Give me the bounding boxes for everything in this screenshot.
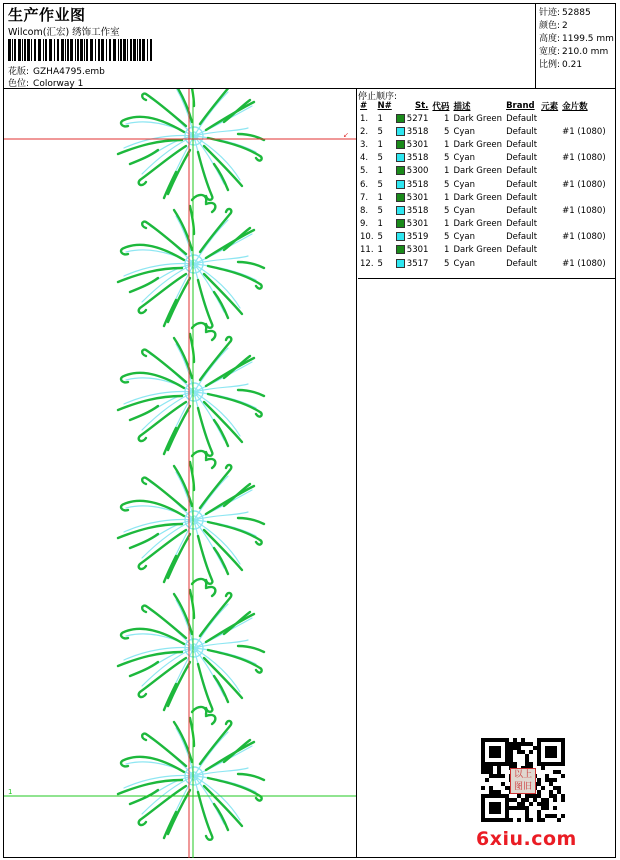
row-swatch-cell xyxy=(394,244,431,257)
spec-width xyxy=(539,44,608,57)
row-brand: Default xyxy=(506,113,538,124)
table-row xyxy=(358,204,608,217)
color-swatch xyxy=(396,166,405,175)
row-description: Cyan xyxy=(453,232,475,243)
row-index: 1. xyxy=(360,113,369,124)
spec-height xyxy=(539,31,614,44)
row-swatch-cell xyxy=(394,138,431,151)
row-brand: Default xyxy=(506,219,538,230)
row-element xyxy=(539,244,560,257)
row-description: Cyan xyxy=(453,153,475,164)
row-stitches: 5301 xyxy=(406,192,429,203)
row-stitches: 5271 xyxy=(406,113,429,124)
row-sequin: #1 (1080) xyxy=(562,179,606,190)
row-swatch-cell xyxy=(394,204,431,217)
row-description: Cyan xyxy=(453,205,475,216)
colorway-row xyxy=(8,76,83,89)
table-row xyxy=(358,152,608,165)
col-header-description: 描述 xyxy=(453,102,471,112)
row-description: Cyan xyxy=(453,126,475,137)
col-header-code: 代码 xyxy=(432,102,450,112)
stop-sequence-title: 停止顺序: xyxy=(358,92,398,102)
row-index: 8. xyxy=(360,205,369,216)
row-index: 5. xyxy=(360,166,369,177)
design-preview xyxy=(4,89,357,858)
row-brand: Default xyxy=(506,232,538,243)
row-element xyxy=(539,257,560,270)
spec-colors xyxy=(539,18,568,31)
table-row xyxy=(358,165,608,178)
row-swatch-cell xyxy=(394,257,431,270)
spec-label: 高度: xyxy=(539,34,561,44)
row-needle: 5 xyxy=(377,179,383,190)
spec-value: 210.0 mm xyxy=(562,47,609,57)
row-element xyxy=(539,138,560,151)
col-header-needle: N# xyxy=(377,101,392,111)
table-row xyxy=(358,244,608,257)
row-swatch-cell xyxy=(394,165,431,178)
row-description: Dark Green xyxy=(453,166,503,177)
row-brand: Default xyxy=(506,258,538,269)
row-swatch-cell xyxy=(394,112,431,125)
color-swatch xyxy=(396,219,405,228)
color-swatch xyxy=(396,153,405,162)
table-row xyxy=(358,191,608,204)
row-sequin xyxy=(560,244,608,257)
table-row xyxy=(358,178,608,191)
row-swatch-cell xyxy=(394,178,431,191)
row-brand: Default xyxy=(506,126,538,137)
row-code: 1 xyxy=(444,113,450,124)
spec-label: 宽度: xyxy=(539,47,561,57)
row-code: 5 xyxy=(444,153,450,164)
row-code: 1 xyxy=(444,192,450,203)
color-swatch xyxy=(396,259,405,268)
flower-motif-2 xyxy=(118,195,264,328)
col-header-element: 元素 xyxy=(541,102,559,112)
row-code: 5 xyxy=(444,258,450,269)
row-stitches: 3518 xyxy=(406,126,429,137)
row-index: 4. xyxy=(360,153,369,164)
col-header-index: # xyxy=(360,101,368,111)
row-stitches: 3517 xyxy=(406,258,429,269)
table-row xyxy=(358,231,608,244)
page-title: 生产作业图 xyxy=(8,6,86,24)
row-needle: 5 xyxy=(377,153,383,164)
col-header-sequin: 金片数 xyxy=(562,102,588,112)
start-marker: ↙ xyxy=(343,131,349,139)
spec-value: 1199.5 mm xyxy=(562,34,614,44)
row-element xyxy=(539,152,560,165)
row-brand: Default xyxy=(506,153,538,164)
row-stitches: 3518 xyxy=(406,153,429,164)
row-sequin: #1 (1080) xyxy=(562,126,606,137)
color-swatch xyxy=(396,193,405,202)
row-sequin xyxy=(560,112,608,125)
col-header-stitches: St. xyxy=(415,101,429,111)
spec-label: 颜色: xyxy=(539,21,561,31)
row-index: 3. xyxy=(360,139,369,150)
watermark-logo: 6xiu.com xyxy=(476,828,577,850)
row-code: 5 xyxy=(444,205,450,216)
row-description: Dark Green xyxy=(453,113,503,124)
row-stitches: 5301 xyxy=(406,245,429,256)
row-sequin: #1 (1080) xyxy=(562,232,606,243)
stop-sequence-table xyxy=(358,100,608,270)
table-row xyxy=(358,125,608,138)
row-code: 5 xyxy=(444,179,450,190)
row-stitches: 5300 xyxy=(406,166,429,177)
spec-scale xyxy=(539,57,582,70)
row-stitches: 3519 xyxy=(406,232,429,243)
row-code: 1 xyxy=(444,245,450,256)
embroidery-canvas xyxy=(4,89,357,858)
design-file-value: GZHA4795.emb xyxy=(33,67,105,77)
row-needle: 5 xyxy=(377,205,383,216)
row-brand: Default xyxy=(506,166,538,177)
spec-stitches xyxy=(539,5,591,18)
row-description: Dark Green xyxy=(453,139,503,150)
row-index: 2. xyxy=(360,126,369,137)
row-swatch-cell xyxy=(394,191,431,204)
color-swatch xyxy=(396,180,405,189)
row-code: 1 xyxy=(444,219,450,230)
color-swatch xyxy=(396,232,405,241)
spec-label: 比例: xyxy=(539,60,561,70)
row-index: 10. xyxy=(360,232,374,243)
row-description: Dark Green xyxy=(453,192,503,203)
flower-motif-1 xyxy=(118,89,264,200)
row-description: Cyan xyxy=(453,258,475,269)
row-swatch-cell xyxy=(394,231,431,244)
row-swatch-cell xyxy=(394,125,431,138)
row-element xyxy=(539,218,560,231)
row-code: 1 xyxy=(444,166,450,177)
row-code: 5 xyxy=(444,232,450,243)
row-stitches: 5301 xyxy=(406,219,429,230)
table-row xyxy=(358,112,608,125)
spec-label: 针迹: xyxy=(539,8,561,18)
row-swatch-cell xyxy=(394,218,431,231)
end-marker: 1 xyxy=(8,788,13,796)
flower-motif-3 xyxy=(118,323,264,456)
row-needle: 1 xyxy=(377,166,383,177)
seal-stamp: 以上图旧 xyxy=(510,768,536,794)
row-stitches: 5301 xyxy=(406,139,429,150)
row-code: 5 xyxy=(444,126,450,137)
colorway-value: Colorway 1 xyxy=(33,79,84,89)
flower-motif-4 xyxy=(118,451,264,584)
row-needle: 1 xyxy=(377,139,383,150)
row-brand: Default xyxy=(506,179,538,190)
row-description: Dark Green xyxy=(453,219,503,230)
color-swatch xyxy=(396,140,405,149)
spec-value: 52885 xyxy=(562,8,591,18)
color-swatch xyxy=(396,245,405,254)
flower-motif-6 xyxy=(118,707,264,840)
row-swatch-cell xyxy=(394,152,431,165)
row-index: 7. xyxy=(360,192,369,203)
row-needle: 5 xyxy=(377,232,383,243)
row-element xyxy=(539,165,560,178)
row-element xyxy=(539,125,560,138)
row-description: Dark Green xyxy=(453,245,503,256)
spec-value: 0.21 xyxy=(562,60,583,70)
spec-value: 2 xyxy=(562,21,568,31)
row-sequin xyxy=(560,165,608,178)
colorway-label: 色位: xyxy=(8,79,30,89)
row-needle: 1 xyxy=(377,219,383,230)
row-code: 1 xyxy=(444,139,450,150)
table-row xyxy=(358,257,608,270)
row-brand: Default xyxy=(506,139,538,150)
row-needle: 1 xyxy=(377,113,383,124)
row-sequin xyxy=(560,191,608,204)
spec-panel xyxy=(535,4,616,89)
row-index: 6. xyxy=(360,179,369,190)
row-sequin xyxy=(560,218,608,231)
row-brand: Default xyxy=(506,205,538,216)
row-stitches: 3518 xyxy=(406,205,429,216)
row-needle: 1 xyxy=(377,192,383,203)
row-index: 11. xyxy=(360,245,374,256)
flower-motif-5 xyxy=(118,579,264,712)
color-swatch xyxy=(396,127,405,136)
row-element xyxy=(539,204,560,217)
row-sequin: #1 (1080) xyxy=(562,205,606,216)
studio-subtitle: Wilcom(汇宏) 绣饰工作室 xyxy=(8,27,120,38)
row-brand: Default xyxy=(506,245,538,256)
barcode xyxy=(8,39,154,61)
table-row xyxy=(358,218,608,231)
row-index: 12. xyxy=(360,258,374,269)
row-index: 9. xyxy=(360,219,369,230)
row-element xyxy=(539,191,560,204)
row-needle: 1 xyxy=(377,245,383,256)
design-file-label: 花版: xyxy=(8,67,30,77)
row-element xyxy=(539,231,560,244)
header-info xyxy=(4,4,535,89)
color-swatch xyxy=(396,206,405,215)
table-row xyxy=(358,138,608,151)
row-brand: Default xyxy=(506,192,538,203)
color-swatch xyxy=(396,114,405,123)
row-element xyxy=(539,112,560,125)
motif-column xyxy=(118,89,264,840)
stop-sequence-panel xyxy=(358,89,616,279)
row-sequin xyxy=(560,138,608,151)
row-element xyxy=(539,178,560,191)
row-sequin: #1 (1080) xyxy=(562,153,606,164)
row-sequin: #1 (1080) xyxy=(562,258,606,269)
row-needle: 5 xyxy=(377,258,383,269)
row-description: Cyan xyxy=(453,179,475,190)
row-stitches: 3518 xyxy=(406,179,429,190)
table-header-row xyxy=(358,100,608,112)
col-header-brand: Brand xyxy=(506,101,535,111)
row-needle: 5 xyxy=(377,126,383,137)
